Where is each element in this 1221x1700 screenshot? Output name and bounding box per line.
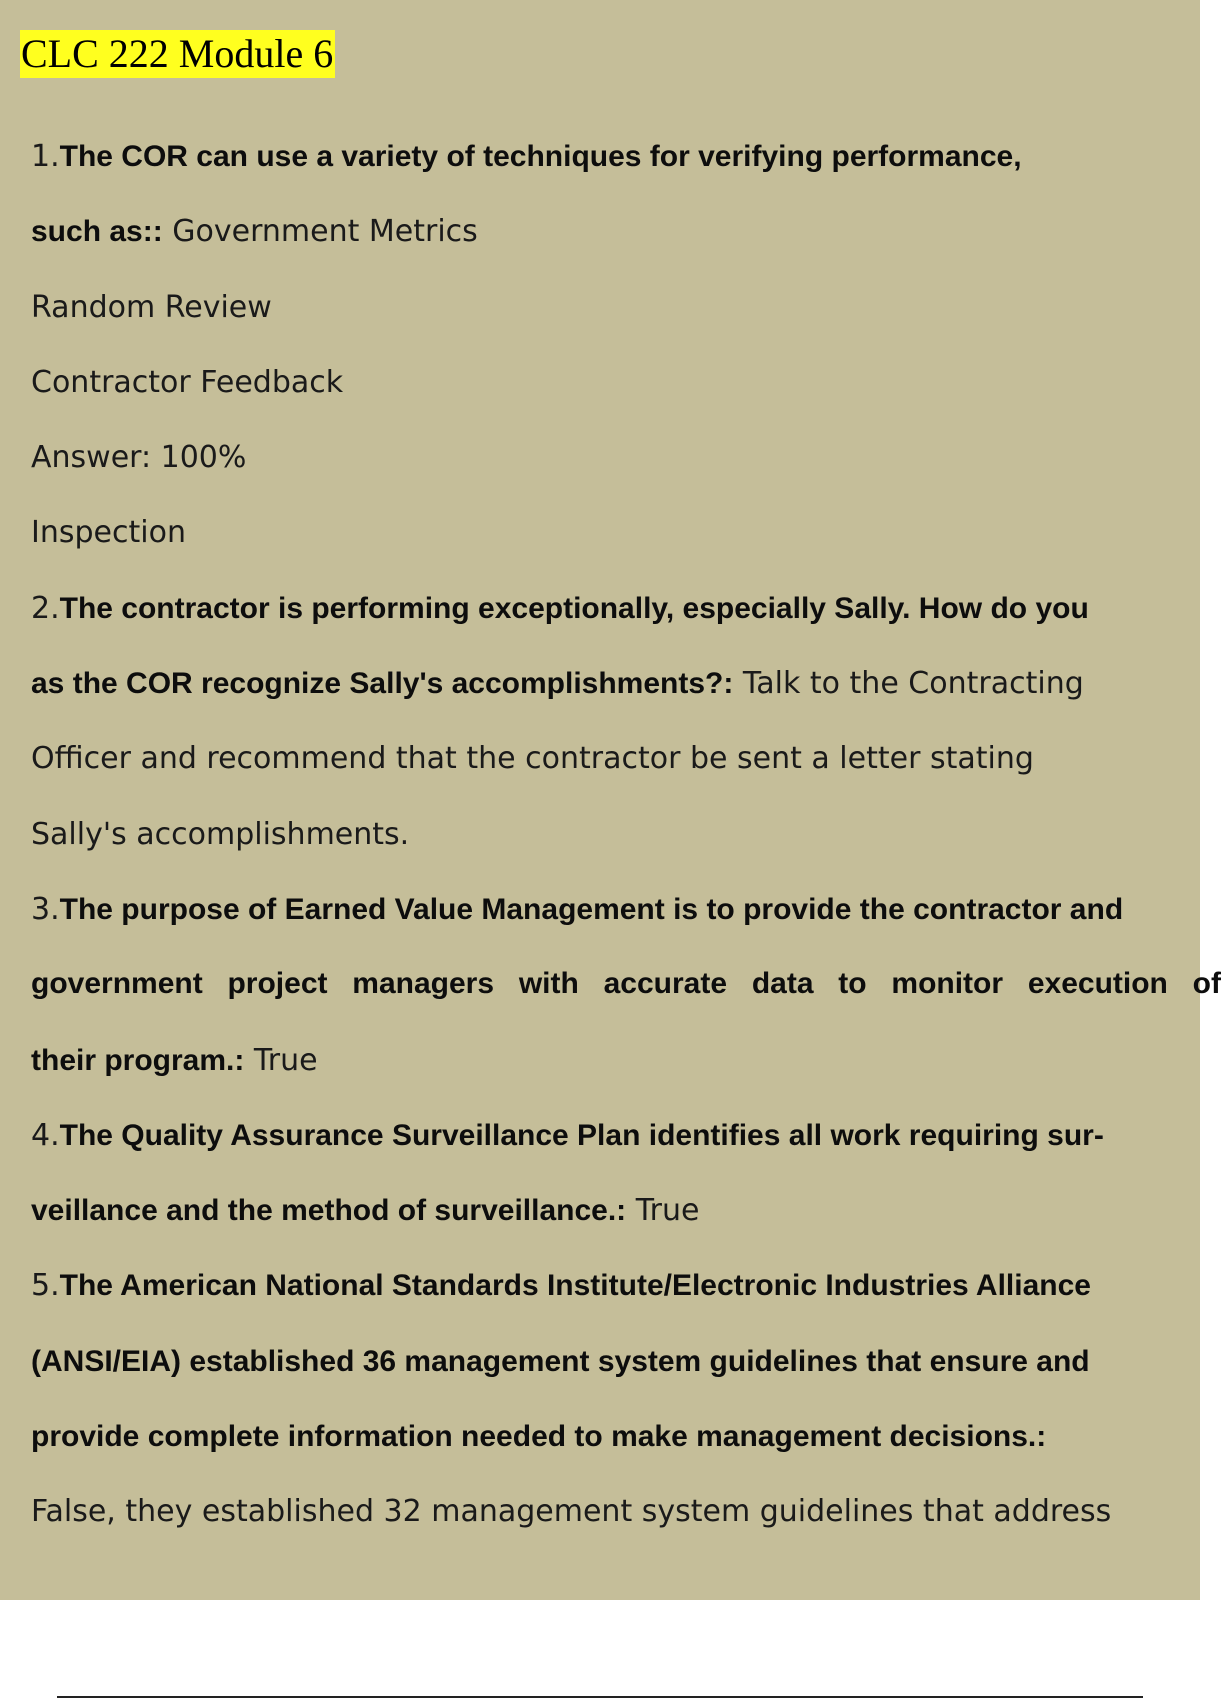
question-1-text-cont: such as:: [31,215,163,249]
question-3-word: of [1192,967,1221,1001]
question-4-number: 4. [31,1117,60,1153]
answer-1-item-5 [31,494,1221,569]
question-3-word: with [518,967,579,1001]
answer-text: Random Review [31,289,272,325]
answer-4-text: True [626,1193,700,1229]
answer-text: Sally's accomplishments. [31,816,410,852]
answer-text: Answer: 100% [31,440,247,476]
answer-2-text: Talk to the Contracting [733,666,1084,702]
question-2-number: 2. [31,590,60,626]
answer-2-line-2 [31,720,1221,795]
question-3-text-cont: their program.: [31,1043,245,1077]
question-2-text-cont: as the COR recognize Sally's accomplishments?: [31,667,734,701]
qa-content [31,118,1221,1549]
question-2-line-1 [31,570,1221,645]
question-1-line-2 [31,193,1221,268]
question-4-text-cont: veillance and the method of surveillance.: [31,1194,627,1228]
question-5-text-cont: provide complete information needed to make management decisions.: [31,1420,1047,1454]
question-3-word: to [838,967,867,1001]
answer-5-text: False, they established 32 management system guidelines that address [31,1494,1112,1530]
question-3-word: data [751,967,814,1001]
footer-divider [57,1696,1143,1698]
question-3-word: monitor [891,967,1004,1001]
question-3-text: The purpose of Earned Value Management is to provide the contractor and [59,892,1124,926]
question-5-line-1 [31,1247,1221,1322]
question-5-number: 5. [31,1268,60,1304]
question-4-line-2 [31,1172,1221,1247]
answer-2-line-3 [31,796,1221,871]
question-3-line-1 [31,871,1221,946]
answer-1-item-2 [31,269,1221,344]
question-3-word: execution [1027,967,1168,1001]
question-3-number: 3. [31,891,60,927]
question-3-line-3 [31,1022,1221,1097]
question-1-number: 1. [31,139,60,174]
question-3-word: managers [352,967,495,1001]
question-1-line-1 [31,118,1221,193]
question-3-line-2 [31,946,1221,1021]
question-5-text: The American National Standards Institute/Electronic Industries Alliance [59,1269,1091,1303]
question-2-text: The contractor is performing exceptionally, especially Sally. How do you [59,591,1089,625]
question-3-word: government [31,967,203,1001]
question-3-word: project [227,967,328,1001]
answer-1-item-4 [31,419,1221,494]
question-4-line-1 [31,1097,1221,1172]
question-5-line-3 [31,1398,1221,1473]
answer-text: Contractor Feedback [31,364,344,400]
answer-1-item-3 [31,344,1221,419]
question-5-line-2 [31,1323,1221,1398]
question-1-text: The COR can use a variety of techniques for verifying performance, [59,140,1022,173]
answer-text: Officer and recommend that the contractor be sent a letter stating [31,741,1034,777]
question-3-word: accurate [603,967,728,1001]
answer-5-line-1 [31,1473,1221,1548]
answer-3-text: True [244,1042,318,1078]
answer-text: Inspection [31,515,186,551]
answer-1-item-1: Government Metrics [162,214,478,250]
question-2-line-2 [31,645,1221,720]
document-title: CLC 222 Module 6 [21,31,334,76]
question-4-text: The Quality Assurance Surveillance Plan identifies all work requiring sur- [59,1118,1104,1152]
question-5-text-cont: (ANSI/EIA) established 36 management system guidelines that ensure and [31,1344,1090,1378]
